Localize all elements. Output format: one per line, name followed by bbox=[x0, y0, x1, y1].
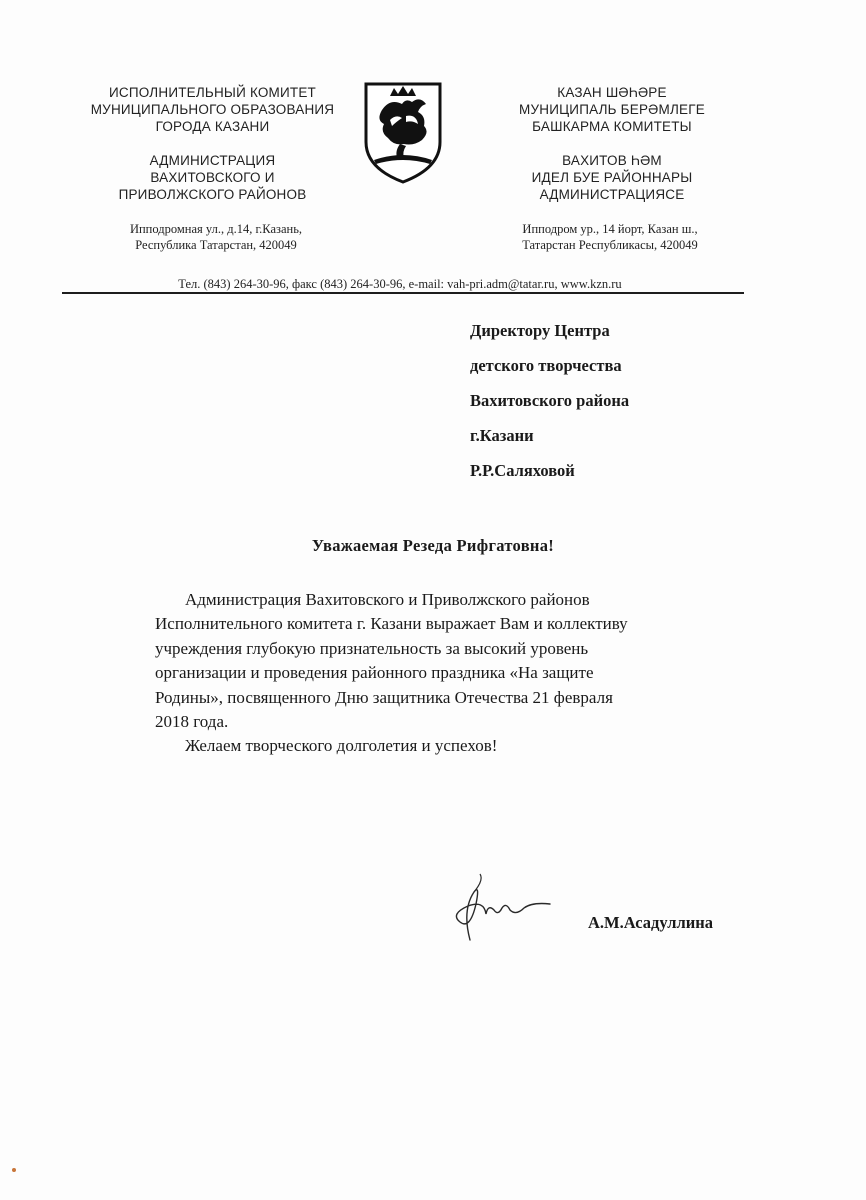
header-left bbox=[60, 84, 365, 203]
recipient-line: г.Казани bbox=[470, 426, 534, 445]
address-right bbox=[494, 221, 726, 253]
header-left-org-line: ГОРОДА КАЗАНИ bbox=[155, 119, 270, 134]
body-line: Администрация Вахитовского и Приволжского районов bbox=[185, 590, 590, 609]
header-right-admin-line: АДМИНИСТРАЦИЯСЕ bbox=[539, 187, 685, 202]
address-right-line: Татарстан Республикасы, 420049 bbox=[522, 238, 698, 252]
body-line: организации и проведения районного праздника «На защите bbox=[155, 663, 594, 683]
body-line: Исполнительного комитета г. Казани выражает Вам и коллективу bbox=[155, 614, 628, 634]
kazan-coat-of-arms-icon bbox=[360, 80, 446, 184]
handwritten-signature-icon bbox=[440, 870, 570, 950]
header-right-org-line: БАШКАРМА КОМИТЕТЫ bbox=[532, 119, 692, 134]
header-right-admin-line: ВАХИТОВ ҺӘМ bbox=[562, 153, 662, 168]
address-left-line: Республика Татарстан, 420049 bbox=[135, 238, 297, 252]
paper-speck bbox=[12, 1168, 16, 1172]
header-right-org-line: КАЗАН ШӘҺӘРЕ bbox=[557, 85, 667, 100]
address-right-line: Ипподром ур., 14 йорт, Казан ш., bbox=[522, 222, 698, 236]
header-left-admin-line: ВАХИТОВСКОГО И bbox=[150, 170, 275, 185]
letter-body bbox=[155, 588, 715, 759]
header-right-org-line: МУНИЦИПАЛЬ БЕРӘМЛЕГЕ bbox=[519, 102, 705, 117]
greeting: Уважаемая Резеда Рифгатовна! bbox=[311, 536, 555, 555]
recipient-line: Р.Р.Саляховой bbox=[470, 461, 575, 480]
header-right-admin-line: ИДЕЛ БУЕ РАЙОННАРЫ bbox=[531, 170, 693, 185]
header-left-admin-line: ПРИВОЛЖСКОГО РАЙОНОВ bbox=[118, 187, 307, 202]
header-right bbox=[492, 84, 732, 203]
signer-name: А.М.Асадуллина bbox=[588, 913, 713, 932]
address-left bbox=[96, 221, 336, 253]
body-line: 2018 года. bbox=[155, 712, 229, 732]
header-left-org-line: МУНИЦИПАЛЬНОГО ОБРАЗОВАНИЯ bbox=[90, 102, 335, 117]
recipient-block bbox=[470, 313, 629, 488]
header-left-org-line: ИСПОЛНИТЕЛЬНЫЙ КОМИТЕТ bbox=[109, 85, 316, 100]
closing-line: Желаем творческого долголетия и успехов! bbox=[185, 736, 498, 756]
header-left-admin-line: АДМИНИСТРАЦИЯ bbox=[149, 153, 276, 168]
body-line: учреждения глубокую признательность за высокий уровень bbox=[155, 638, 589, 658]
header-divider bbox=[62, 292, 744, 294]
address-left-line: Ипподромная ул., д.14, г.Казань, bbox=[129, 222, 303, 236]
recipient-line: детского творчества bbox=[470, 356, 622, 375]
recipient-line: Директору Центра bbox=[470, 321, 610, 340]
body-line: Родины», посвященного Дню защитника Отечества 21 февраля bbox=[155, 687, 613, 707]
recipient-line: Вахитовского района bbox=[470, 391, 630, 410]
contacts-line: Тел. (843) 264-30-96, факс (843) 264-30-96, e-mail: vah-pri.adm@tatar.ru, www.kzn.ru bbox=[178, 277, 622, 291]
